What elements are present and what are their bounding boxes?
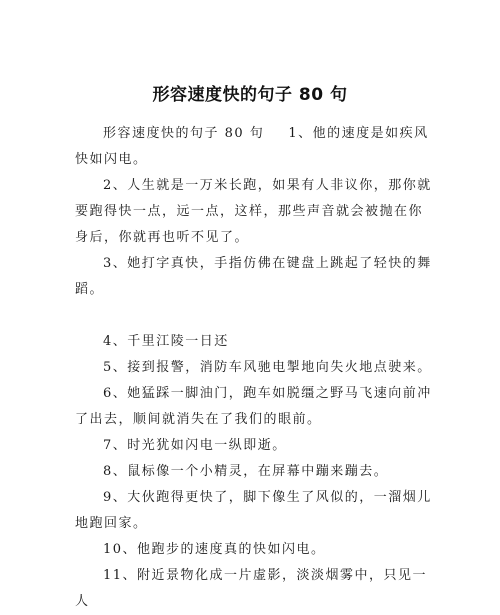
sentence-7: 7、时光犹如闪电一纵即逝。 [103, 438, 287, 453]
document-title: 形容速度快的句子 80 句 [152, 85, 348, 105]
sentence-6: 6、她猛踩一脚油门，跑车如脱缰之野马飞速向前冲了出去，顺间就消失在了我们的眼前。 [75, 386, 432, 427]
sentence-9: 9、大伙跑得更快了，脚下像生了风似的，一溜烟儿地跑回家。 [75, 490, 432, 531]
sentence-5: 5、接到报警，消防车风驰电掣地向失火地点驶来。 [103, 360, 432, 375]
paragraph-gap [75, 303, 435, 329]
sentence-8: 8、鼠标像一个小精灵，在屏幕中蹦来蹦去。 [103, 464, 389, 479]
intro-lead: 形容速度快的句子 80 句 [103, 126, 265, 141]
document-body [75, 121, 435, 615]
sentence-4: 4、千里江陵一日还 [103, 334, 229, 349]
sentence-3: 3、她打字真快，手指仿佛在键盘上跳起了轻快的舞蹈。 [75, 256, 432, 297]
sentence-2: 2、人生就是一万米长跑，如果有人非议你，那你就要跑得快一点，远一点，这样，那些声音就会被抛在你身后，你就再也听不见了。 [75, 178, 432, 245]
paragraph-1 [75, 121, 435, 173]
sentence-11: 11、附近景物化成一片虚影，淡淡烟雾中，只见一人 [75, 568, 428, 609]
sentence-1: 1、他的速度是如疾风快如闪电。 [75, 126, 429, 167]
sentence-10: 10、他跑步的速度真的快如闪电。 [103, 542, 326, 557]
